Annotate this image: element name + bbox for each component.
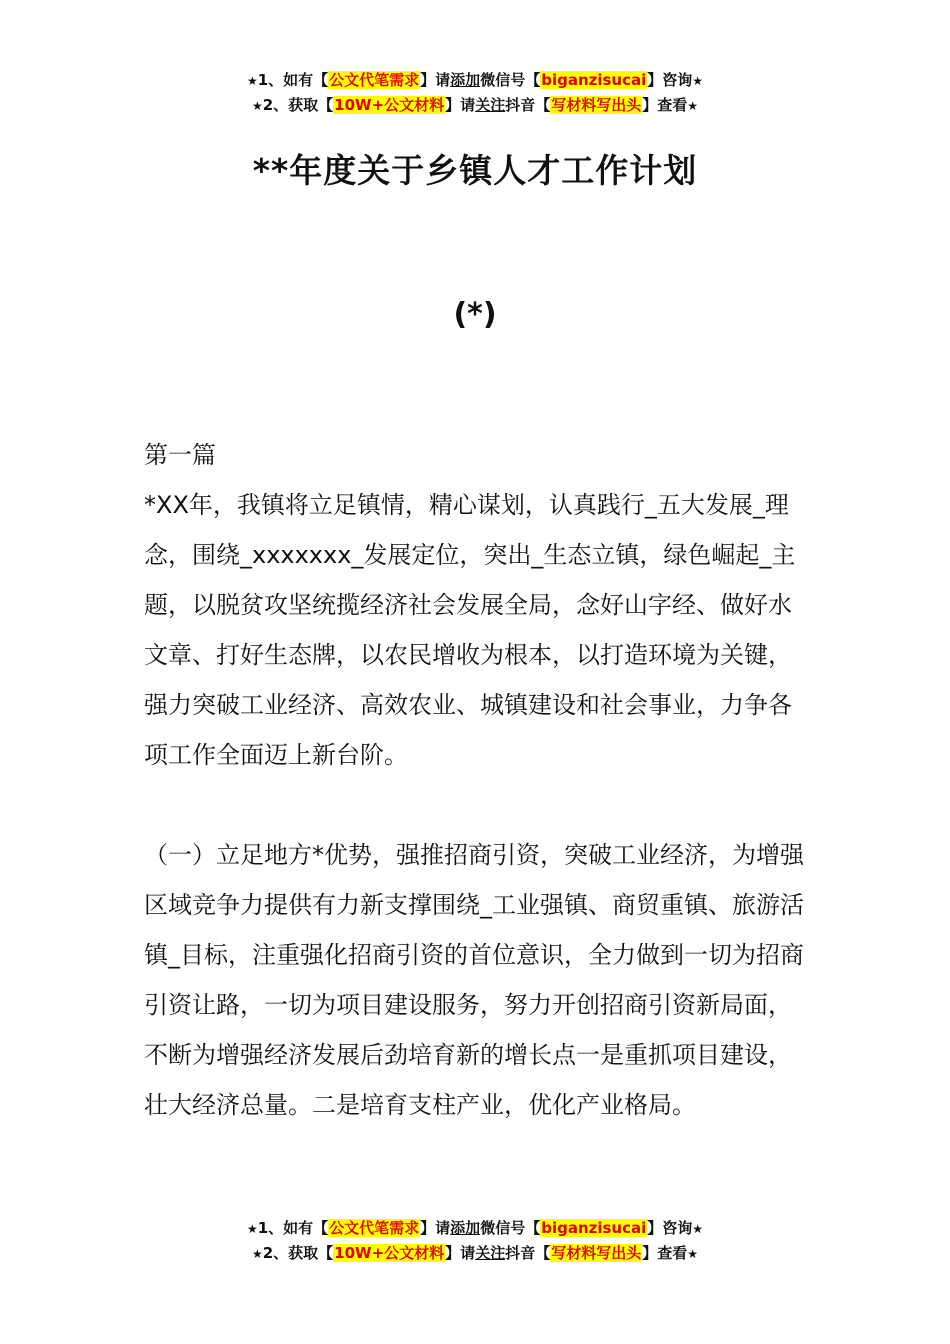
document-subtitle: (*): [453, 297, 497, 332]
header-banner: [0, 68, 950, 118]
banner-text: 】查看: [642, 96, 688, 114]
highlight-service: 公文代笔需求: [329, 71, 420, 89]
banner-text: 】请: [445, 96, 476, 114]
banner-line-1: [0, 1216, 950, 1241]
banner-text: 】查看: [642, 1244, 688, 1262]
banner-text: 】请: [420, 71, 451, 89]
star-icon: ★: [251, 99, 263, 113]
paragraph-1: *XX年，我镇将立足镇情，精心谋划，认真践行_五大发展_理念，围绕_xxxxxxx_发展定位，突出_生态立镇，绿色崛起_主题，以脱贫攻坚统揽经济社会发展全局，念好山字经、做好水文章、打好生态牌，以农民增收为根本，以打造环境为关键，强力突破工业经济、高效农业、城镇建设和社会事业，力争各项工作全面迈上新台阶。: [144, 491, 796, 769]
star-icon: ★: [687, 1247, 699, 1261]
banner-text: 】咨询: [647, 71, 693, 89]
banner-text: 】请: [420, 1219, 451, 1237]
banner-text: 抖音【: [505, 96, 551, 114]
banner-underlined: 添加: [450, 71, 481, 89]
banner-text: 微信号【: [480, 71, 541, 89]
star-icon: ★: [251, 1247, 263, 1261]
star-icon: ★: [687, 99, 699, 113]
highlight-douyin-id: 写材料写出头: [551, 1244, 642, 1262]
document-body: [144, 430, 814, 1130]
banner-line-1: [0, 68, 950, 93]
footer-banner: [0, 1216, 950, 1266]
banner-text: 抖音【: [505, 1244, 551, 1262]
banner-text: 】咨询: [647, 1219, 693, 1237]
highlight-wechat-id: biganzisucai: [541, 1219, 647, 1237]
document-title: **年度关于乡镇人才工作计划: [252, 151, 698, 190]
star-icon: ★: [692, 1222, 704, 1236]
banner-text: 2、获取【: [262, 1244, 334, 1262]
banner-underlined: 关注: [475, 1244, 506, 1262]
star-icon: ★: [246, 1222, 258, 1236]
star-icon: ★: [692, 74, 704, 88]
banner-text: 1、如有【: [257, 1219, 329, 1237]
banner-text: 1、如有【: [257, 71, 329, 89]
banner-underlined: 添加: [450, 1219, 481, 1237]
banner-text: 】请: [445, 1244, 476, 1262]
star-icon: ★: [246, 74, 258, 88]
highlight-douyin-id: 写材料写出头: [551, 96, 642, 114]
banner-text: 微信号【: [480, 1219, 541, 1237]
highlight-wechat-id: biganzisucai: [541, 71, 647, 89]
banner-text: 2、获取【: [262, 96, 334, 114]
section-label: 第一篇: [144, 441, 216, 469]
highlight-materials: 10W+公文材料: [334, 1244, 445, 1262]
highlight-materials: 10W+公文材料: [334, 96, 445, 114]
paragraph-2: （一）立足地方*优势，强推招商引资，突破工业经济，为增强区域竞争力提供有力新支撑围绕_工业强镇、商贸重镇、旅游活镇_目标，注重强化招商引资的首位意识，全力做到一切为招商引资让路，一切为项目建设服务，努力开创招商引资新局面，不断为增强经济发展后劲培育新的增长点一是重抓项目建设，壮大经济总量。二是培育支柱产业，优化产业格局。: [144, 841, 804, 1119]
highlight-service: 公文代笔需求: [329, 1219, 420, 1237]
banner-line-2: [0, 1241, 950, 1266]
banner-underlined: 关注: [475, 96, 506, 114]
banner-line-2: [0, 93, 950, 118]
